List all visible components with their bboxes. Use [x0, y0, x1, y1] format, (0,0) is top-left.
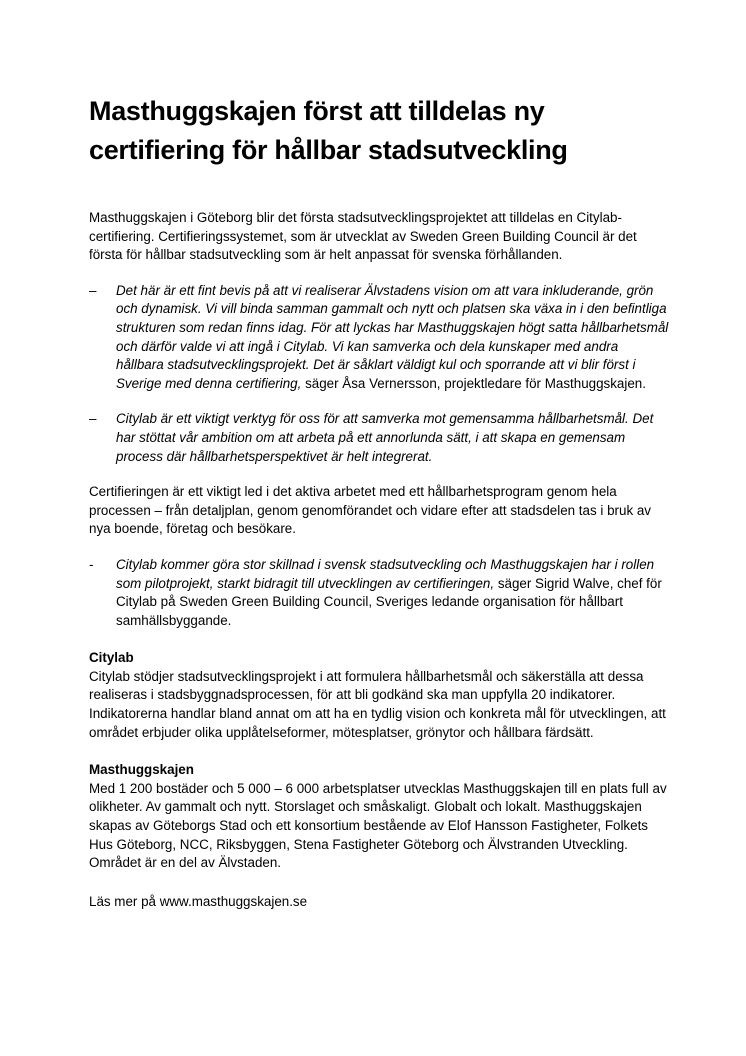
- quote-body: [116, 556, 669, 630]
- title-line-2: certifiering för hållbar stadsutveckling: [89, 135, 568, 165]
- document-page: [89, 92, 669, 911]
- dash-marker: –: [89, 282, 97, 298]
- quote-attribution: säger Sigrid Walve, chef för Citylab på Sweden Green Building Council, Sveriges ledande organisation för hållbart samhällsbyggande.: [116, 575, 662, 628]
- quote-body: [116, 282, 669, 394]
- citylab-paragraph: Citylab stödjer stadsutvecklingsprojekt i att formulera hållbarhetsmål och säkerställa att dessa realiseras i stadsbyggnadsprocessen, för att bli godkänd ska man uppfylla 20 indikatorer. Indikatorerna handlar bland annat om att ha en tydlig vision och konkreta mål för utvecklingen, att området erbjuder olika upplåtelseformer, mötesplatser, grönytor och hållbara färdsätt.: [89, 668, 666, 740]
- masthuggskajen-paragraph: Med 1 200 bostäder och 5 000 – 6 000 arbetsplatser utvecklas Masthuggskajen till en plats full av olikheter. Av gammalt och nytt. Storslaget och småskaligt. Globalt och lokalt. Masthuggskajen skapas av Göteborgs Stad och ett konsortium bestående av Elof Hansson Fastigheter, Folkets Hus Göteborg, NCC, Riksbyggen, Stena Fastigheter Göteborg och Älvstranden Utveckling. Området är en del av Älvstaden.: [89, 780, 667, 871]
- dash-marker: -: [89, 556, 94, 572]
- masthuggskajen-heading: Masthuggskajen: [89, 762, 194, 778]
- title-line-1: Masthuggskajen först att tilldelas ny: [89, 96, 545, 126]
- quote-text: Citylab kommer göra stor skillnad i svensk stadsutveckling och Masthuggskajen har i rollen som pilotprojekt, starkt bidragit till utvecklingen av certifieringen,: [116, 556, 655, 591]
- certification-paragraph: Certifieringen är ett viktigt led i det aktiva arbetet med ett hållbarhetsprogram genom hela processen – från detaljplan, genom genomförandet och vidare efter att stadsdelen tas i bruk av nya boende, företag och besökare.: [89, 484, 652, 537]
- quote-body: [116, 410, 669, 466]
- quote-attribution: säger Åsa Vernersson, projektledare för Masthuggskajen.: [301, 375, 646, 391]
- dash-marker: –: [89, 411, 97, 427]
- intro-paragraph: Masthuggskajen i Göteborg blir det första stadsutvecklingsprojektet att tilldelas en Citylab-certifiering. Certifieringssystemet, som är utvecklat av Sweden Green Building Council är det första för hållbar stadsutveckling som är helt anpassat för svenska förhållanden.: [89, 210, 637, 263]
- quote-text: Det här är ett fint bevis på att vi realiserar Älvstadens vision om att vara inkluderande, grön och dynamisk. Vi vill binda samman gammalt och nytt och platsen ska växa in i den befintliga strukturen som redan finns idag. För att lyckas har Masthuggskajen högt satta hållbarhetsmål och därför valde vi att ingå i Citylab. Vi kan samverka och dela kunskaper med andra hållbara stadsutvecklingsprojekt. Det är såklart väldigt kul och sporrande att vi blir först i Sverige med denna certifiering,: [116, 282, 669, 391]
- quote-block-1: [89, 282, 669, 394]
- quote-block-2: [89, 410, 669, 466]
- read-more-text: Läs mer på www.masthuggskajen.se: [89, 893, 308, 909]
- quote-block-3: [89, 556, 669, 630]
- quote-text: Citylab är ett viktigt verktyg för oss för att samverka mot gemensamma hållbarhetsmål. Det har stöttat vår ambition om att arbeta på ett annorlunda sätt, i att skapa en gemensam process där hållbarhetsperspektivet är helt integrerat.: [116, 411, 654, 464]
- citylab-heading: Citylab: [89, 650, 134, 666]
- document-title: [89, 92, 669, 170]
